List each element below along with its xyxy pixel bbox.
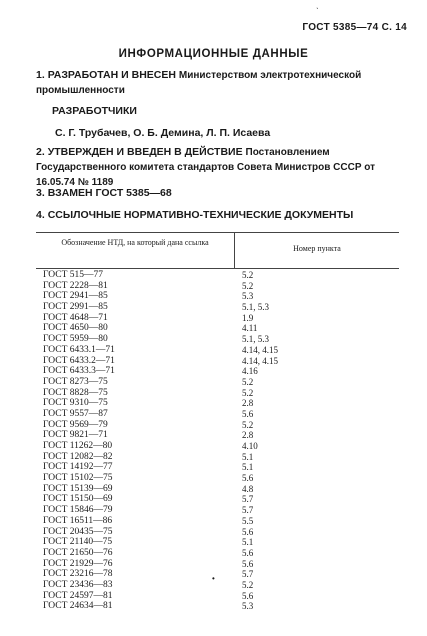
document-designation: ГОСТ 21929—76 <box>43 558 113 569</box>
point-number: 5.2 <box>242 579 254 590</box>
document-designation: ГОСТ 2991—85 <box>43 302 108 313</box>
document-designation: ГОСТ 5959—80 <box>43 334 108 345</box>
document-designation: ГОСТ 9310—75 <box>43 398 108 409</box>
section-4-text: ССЫЛОЧНЫЕ НОРМАТИВНО-ТЕХНИЧЕСКИЕ ДОКУМЕНТЫ <box>47 209 354 221</box>
document-designation: ГОСТ 16511—86 <box>43 515 113 526</box>
document-designation: ГОСТ 2941—85 <box>43 291 108 302</box>
point-number: 4.10 <box>242 441 258 451</box>
section-2-number: 2. <box>36 146 45 158</box>
point-number: 2.8 <box>242 398 254 409</box>
point-number: 5.1, 5.3 <box>242 334 269 345</box>
point-number: 5.6 <box>242 408 254 419</box>
document-designation: ГОСТ 6433.3—71 <box>43 366 115 377</box>
document-designation: ГОСТ 15150—69 <box>43 494 113 505</box>
point-number: 5.7 <box>242 569 254 580</box>
document-designation: ГОСТ 24597—81 <box>43 590 113 601</box>
document-designation: ГОСТ 23216—78 <box>43 569 113 580</box>
point-number: 4.14, 4.15 <box>242 344 278 355</box>
point-number: 5.2 <box>242 387 254 398</box>
document-designation: ГОСТ 21650—76 <box>43 547 113 558</box>
column-header-point: Номер пункта <box>293 244 341 253</box>
point-number: 5.2 <box>242 270 254 280</box>
section-1-lead: РАЗРАБОТАН И ВНЕСЕН <box>47 69 176 81</box>
page-header: ГОСТ 5385—74 С. 14 <box>302 22 407 33</box>
developers-title: РАЗРАБОТЧИКИ <box>52 105 137 117</box>
document-designation: ГОСТ 15139—69 <box>43 483 113 494</box>
section-4-number: 4. <box>36 209 45 221</box>
section-1 <box>36 68 411 98</box>
document-designation: ГОСТ 8273—75 <box>43 376 108 387</box>
point-number: 5.6 <box>242 558 254 569</box>
point-number: 5.1 <box>242 462 254 473</box>
document-designation: ГОСТ 6433.1—71 <box>43 344 115 355</box>
document-designation: ГОСТ 20435—75 <box>43 526 113 537</box>
document-designation: ГОСТ 23436—83 <box>43 579 113 590</box>
document-designation: ГОСТ 9569—79 <box>43 419 108 430</box>
document-designation: ГОСТ 14192—77 <box>43 462 113 473</box>
point-number: 5.7 <box>242 494 254 505</box>
point-number: 1.9 <box>242 312 254 323</box>
document-designation: ГОСТ 15102—75 <box>43 473 113 484</box>
page-title: ИНФОРМАЦИОННЫЕ ДАННЫЕ <box>118 48 309 60</box>
section-2 <box>36 145 411 190</box>
point-number: 5.7 <box>242 505 254 516</box>
document-designation: ГОСТ 15846—79 <box>43 505 113 516</box>
document-designation: ГОСТ 9557—87 <box>43 408 108 419</box>
point-number: 5.6 <box>242 473 254 484</box>
point-number: 5.6 <box>242 590 254 601</box>
point-number: 5.6 <box>242 547 254 558</box>
section-3-number: 3. <box>36 187 45 199</box>
section-2-lead: УТВЕРЖДЕН И ВВЕДЕН В ДЕЙСТВИЕ <box>47 146 243 158</box>
section-4 <box>36 208 411 222</box>
point-number: 4.8 <box>242 483 254 494</box>
point-number: 5.5 <box>242 515 254 526</box>
point-number: 4.16 <box>242 366 258 377</box>
point-number: 5.1 <box>242 537 254 548</box>
section-1-text: Министерством электротехнической промышленности <box>36 70 362 96</box>
document-designation: ГОСТ 24634—81 <box>43 601 113 612</box>
document-designation: ГОСТ 2228—81 <box>43 280 108 291</box>
tick-mark: ˋ <box>316 7 319 16</box>
document-designation: ГОСТ 4648—71 <box>43 312 108 323</box>
section-1-number: 1. <box>36 69 45 81</box>
point-number: 5.2 <box>242 419 254 430</box>
document-designation: ГОСТ 515—77 <box>43 270 103 280</box>
document-designation: ГОСТ 8828—75 <box>43 387 108 398</box>
document-designation: ГОСТ 11262—80 <box>43 441 113 451</box>
section-3-text: ВЗАМЕН ГОСТ 5385—68 <box>47 187 172 199</box>
document-designation: ГОСТ 21140—75 <box>43 537 113 548</box>
point-number: 4.11 <box>242 323 258 334</box>
document-designation: ГОСТ 12082—82 <box>43 451 113 462</box>
point-number: 2.8 <box>242 430 254 441</box>
point-number: 5.2 <box>242 376 254 387</box>
point-number: 5.1 <box>242 451 254 462</box>
point-number: 5.3 <box>242 291 254 302</box>
point-number: 5.3 <box>242 601 254 612</box>
document-designation: ГОСТ 9821—71 <box>43 430 108 441</box>
dot-mark: • <box>212 574 215 583</box>
point-number: 5.6 <box>242 526 254 537</box>
column-header-document: Обозначение НТД, на который дана ссылка <box>61 238 209 247</box>
document-designation: ГОСТ 4650—80 <box>43 323 108 334</box>
reference-table-header <box>36 232 399 269</box>
section-2-text: Постановлением Государственного комитета стандартов Совета Министров СССР от 16.05.74 № 1189 <box>36 147 376 188</box>
section-3 <box>36 186 411 200</box>
document-designation: ГОСТ 6433.2—71 <box>43 355 115 366</box>
developers-list: С. Г. Трубачев, О. Б. Демина, Л. П. Исаева <box>55 127 271 139</box>
point-number: 4.14, 4.15 <box>242 355 278 366</box>
point-number: 5.2 <box>242 280 254 291</box>
point-number: 5.1, 5.3 <box>242 302 269 313</box>
